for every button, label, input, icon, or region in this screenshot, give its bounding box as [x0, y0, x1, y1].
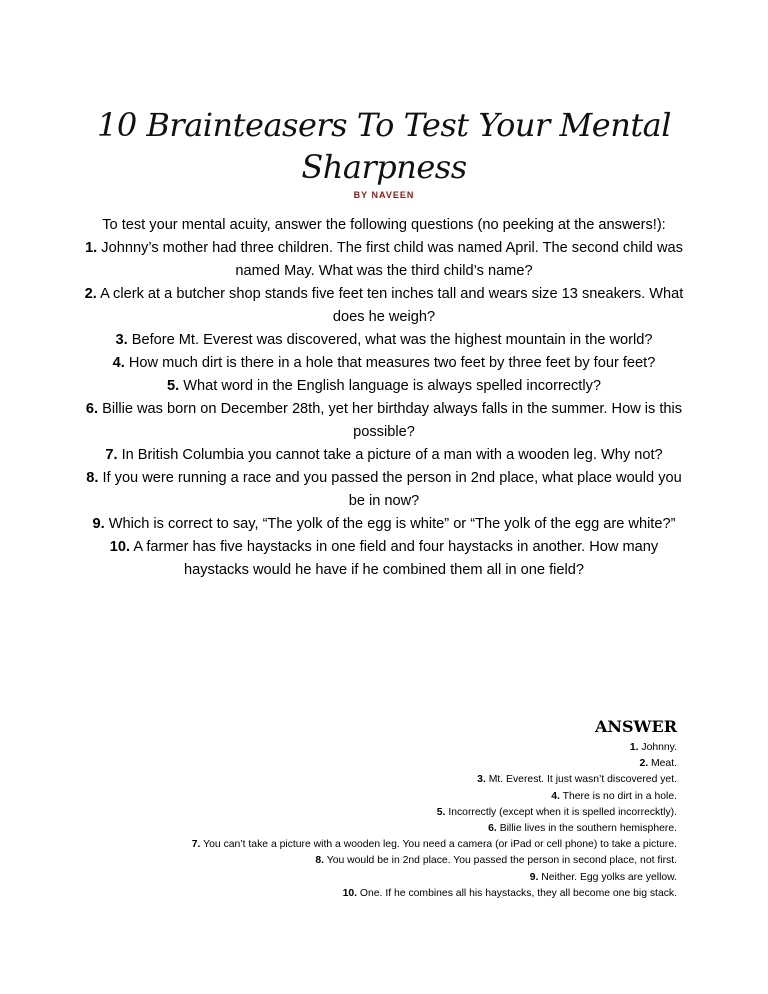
- answer-number: 1.: [629, 742, 639, 753]
- answers-heading: ANSWER: [594, 717, 677, 736]
- question-text: In British Columbia you cannot take a picture of a man with a wooden leg. Why not?: [121, 447, 663, 463]
- answer-number: 7.: [191, 839, 201, 851]
- author-byline: BY NAVEEN: [353, 190, 415, 200]
- answer-number: 10.: [342, 887, 358, 899]
- answer-text: There is no dirt in a hole.: [562, 790, 677, 802]
- answer-text: You would be in 2nd place. You passed the person in second place, not first.: [326, 855, 677, 867]
- answer-item: [77, 740, 677, 756]
- answer-number: 5.: [436, 806, 446, 818]
- question-text: Before Mt. Everest was discovered, what was the highest mountain in the world?: [131, 332, 653, 348]
- question-text: What word in the English language is always spelled incorrectly?: [183, 378, 601, 394]
- question-item: [80, 352, 688, 375]
- question-item: [80, 237, 688, 283]
- answer-item: [77, 772, 677, 788]
- answers-section: [77, 740, 677, 902]
- answer-text: Mt. Everest. It just wasn’t discovered yet.: [488, 774, 677, 786]
- answer-number: 8.: [315, 855, 325, 867]
- answer-item: [77, 789, 677, 805]
- question-item: [80, 398, 688, 444]
- answer-text: You can’t take a picture with a wooden leg. You need a camera (or iPad or cell phone) to take a picture.: [203, 839, 677, 851]
- question-item: [80, 375, 688, 398]
- question-item: [80, 513, 688, 536]
- question-item: [80, 329, 688, 352]
- question-number: 10.: [109, 539, 131, 555]
- question-number: 6.: [85, 401, 99, 417]
- answer-item: [77, 853, 677, 869]
- question-number: 8.: [86, 470, 99, 486]
- question-number: 4.: [112, 355, 125, 371]
- question-text: A clerk at a butcher shop stands five feet ten inches tall and wears size 13 sneakers. What does he weigh?: [100, 286, 684, 325]
- question-item: [80, 444, 688, 467]
- question-item: [80, 536, 688, 582]
- answer-number: 3.: [477, 774, 486, 786]
- question-number: 5.: [167, 378, 180, 394]
- question-number: 2.: [84, 286, 97, 302]
- questions-section: [80, 214, 688, 582]
- question-text: If you were running a race and you passed the person in 2nd place, what place would you be in now?: [102, 470, 682, 509]
- question-item: [80, 467, 688, 513]
- answer-item: [77, 870, 677, 886]
- answer-text: One. If he combines all his haystacks, they all become one big stack.: [359, 887, 677, 899]
- answer-item: [77, 805, 677, 821]
- answer-text: Neither. Egg yolks are yellow.: [541, 871, 677, 883]
- answer-text: Meat.: [651, 758, 677, 770]
- question-number: 7.: [105, 447, 118, 463]
- answer-text: Billie lives in the southern hemisphere.: [499, 823, 677, 835]
- answer-item: [77, 837, 677, 853]
- question-text: Billie was born on December 28th, yet her birthday always falls in the summer. How is this possible?: [102, 401, 683, 440]
- question-item: [80, 283, 688, 329]
- question-text: Which is correct to say, “The yolk of the egg is white” or “The yolk of the egg are white?”: [108, 516, 676, 532]
- answer-item: [77, 821, 677, 837]
- intro-text: To test your mental acuity, answer the following questions (no peeking at the answers!):: [102, 217, 666, 233]
- answer-text: Incorrectly (except when it is spelled incorrecktly).: [448, 806, 677, 818]
- question-text: How much dirt is there in a hole that measures two feet by three feet by four feet?: [128, 355, 656, 371]
- question-text: A farmer has five haystacks in one field and four haystacks in another. How many haystacks would he have if he combined them all in one field?: [133, 539, 659, 578]
- document-title: 10 Brainteasers To Test Your Mental Sharpness: [97, 106, 671, 186]
- answer-number: 2.: [639, 758, 649, 770]
- question-number: 9.: [92, 516, 105, 532]
- answer-item: [77, 756, 677, 772]
- question-text: Johnny’s mother had three children. The first child was named April. The second child was named May. What was the third child’s name?: [101, 240, 683, 279]
- answer-text: Johnny.: [641, 742, 677, 753]
- question-number: 1.: [85, 240, 98, 256]
- question-number: 3.: [115, 332, 128, 348]
- answer-number: 4.: [551, 790, 560, 802]
- answer-number: 9.: [529, 871, 539, 883]
- answer-item: [77, 886, 677, 902]
- answer-number: 6.: [488, 823, 497, 835]
